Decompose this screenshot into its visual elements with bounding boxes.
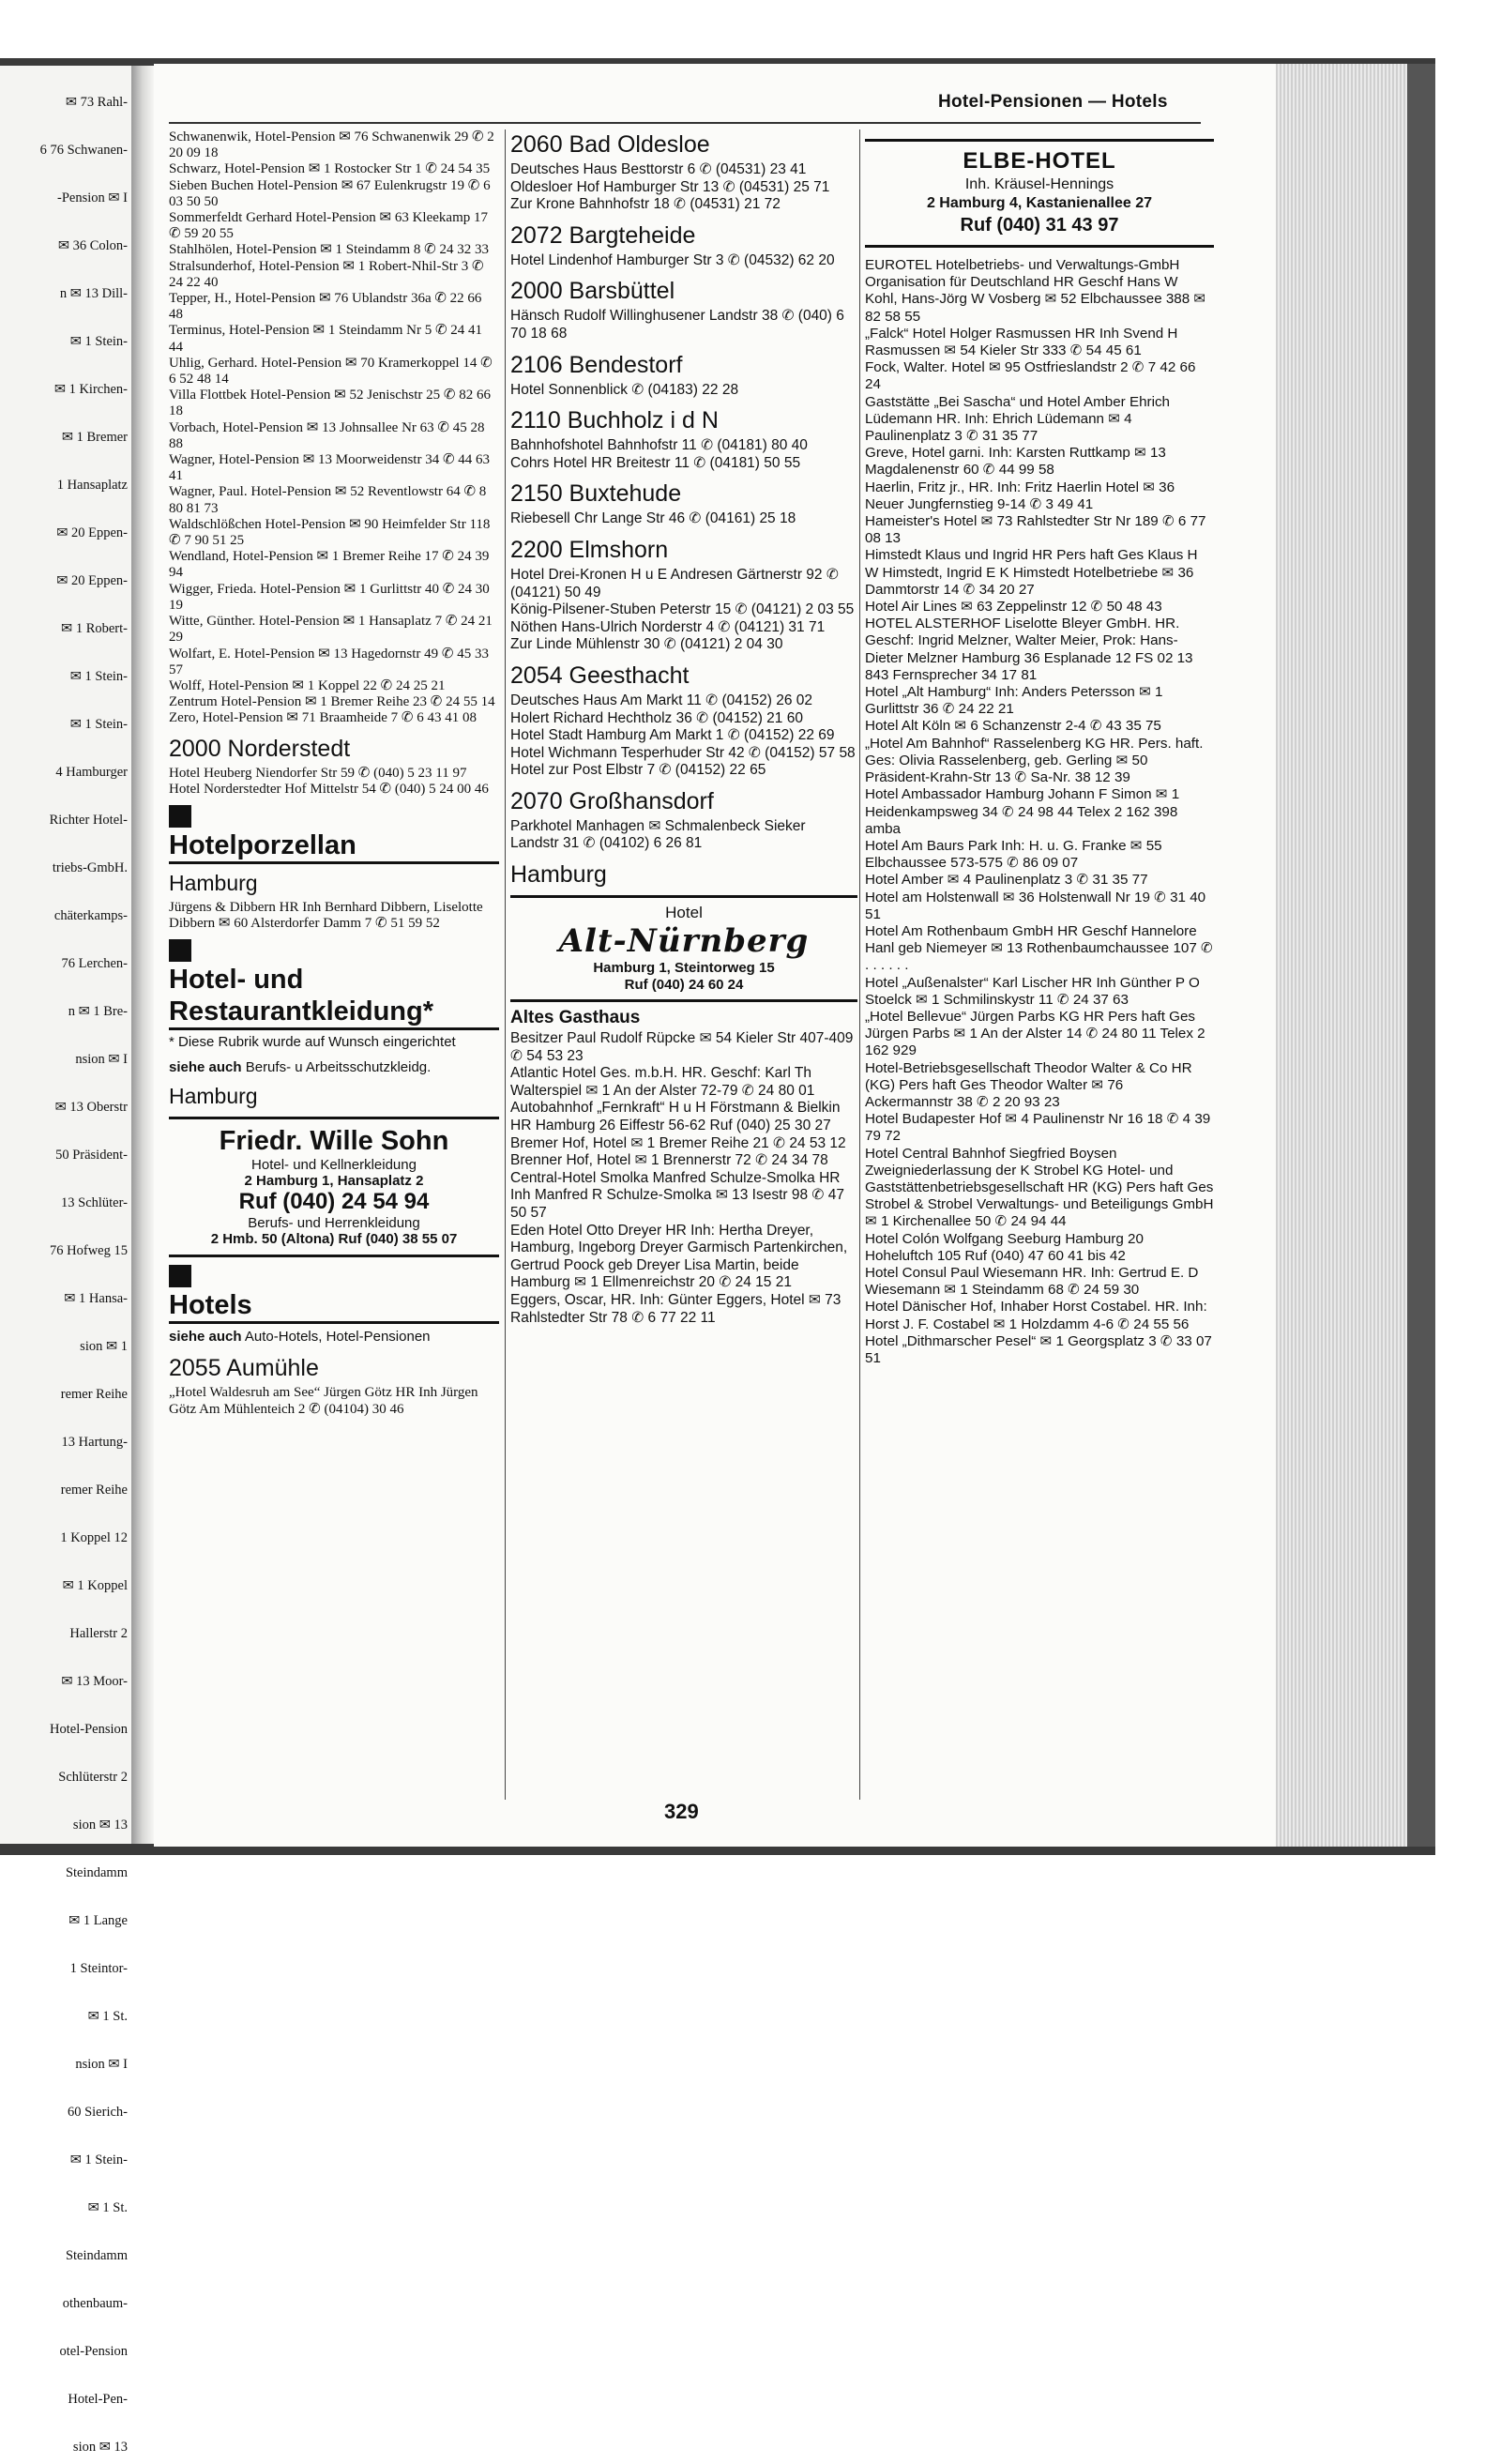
city-heading: 2000 Barsbüttel [510,276,857,306]
listing-entry: Hotel Lindenhof Hamburger Str 3 ✆ (04532) 62 20 [510,252,857,270]
ad-phone: Ruf (040) 24 54 94 [169,1189,499,1215]
aumuehle-list [169,1385,499,1417]
left-page-line: triebs-GmbH. [0,851,131,886]
left-page-line: ✉ 20 Eppen- [0,516,131,551]
listing-entry: Bahnhofshotel Bahnhofstr 11 ✆ (04181) 80 40 [510,437,857,455]
left-page-line: ✉ 1 St. [0,2000,131,2034]
listing-entry: Terminus, Hotel-Pension ✉ 1 Steindamm Nr 5 ✆ 24 41 44 [169,323,499,355]
left-page-line: Richter Hotel- [0,803,131,838]
listing-entry: Hotel Am Baurs Park Inh: H. u. G. Franke ✉ 55 Elbchaussee 573-575 ✆ 86 09 07 [865,838,1214,872]
listing-entry: Zur Krone Bahnhofstr 18 ✆ (04531) 21 72 [510,196,857,214]
section-title-hotels: Hotels [169,1289,499,1324]
left-page-line: 76 Lerchen- [0,947,131,981]
city-heading: Hamburg [169,1081,499,1111]
listing-entry: Nöthen Hans-Ulrich Norderstr 4 ✆ (04121) 31 71 [510,619,857,637]
listing-entry: Stralsunderhof, Hotel-Pension ✉ 1 Robert-Nhil-Str 3 ✆ 24 22 40 [169,259,499,291]
listing-entry: Oldesloer Hof Hamburger Str 13 ✆ (04531) 25 71 [510,179,857,197]
entry-heading: Altes Gasthaus [510,1008,857,1028]
listing-entry: Zero, Hotel-Pension ✉ 71 Braamheide 7 ✆ 6 43 41 08 [169,710,499,726]
listing-entry: Hotel „Dithmarscher Pesel“ ✉ 1 Georgsplatz 3 ✆ 33 07 51 [865,1333,1214,1367]
column-2 [510,129,857,1327]
listing-entry: Wolfart, E. Hotel-Pension ✉ 13 Hagedornstr 49 ✆ 45 33 57 [169,646,499,678]
page-number: 329 [664,1800,699,1824]
left-page-line: sion ✉ 13 [0,1808,131,1843]
section-marker [169,805,191,828]
left-page-line: 6 76 Schwanen- [0,133,131,168]
city-heading: 2054 Geesthacht [510,661,857,691]
city-heading: 2150 Buxtehude [510,479,857,509]
listing-entry: Vorbach, Hotel-Pension ✉ 13 Johnsallee Nr 63 ✆ 45 28 88 [169,420,499,452]
book-cover-edge [1407,64,1435,1847]
ad-name: Alt-Nürnberg [510,922,857,960]
left-page-line: n ✉ 13 Dill- [0,277,131,312]
listing-entry: Hotel Alt Köln ✉ 6 Schanzenstr 2-4 ✆ 43 35 75 [865,718,1214,735]
listing-entry: Hotel Drei-Kronen H u E Andresen Gärtnerstr 92 ✆ (04121) 50 49 [510,567,857,601]
listing-entry: Autobahnhof „Fernkraft“ H u H Förstmann & Bielkin HR Hamburg 26 Eiffestr 56-62 Ruf (040) 25 30 27 [510,1100,857,1134]
left-page-line: 1 Steintor- [0,1952,131,1986]
left-page-line: nsion ✉ I [0,1042,131,1077]
listing-entry: Atlantic Hotel Ges. m.b.H. HR. Geschf: Karl Th Walterspiel ✉ 1 An der Alster 72-79 ✆ 24 80 01 [510,1065,857,1100]
city-heading: 2055 Aumühle [169,1353,499,1383]
section-marker [169,1265,191,1287]
left-page-line: Hallerstr 2 [0,1617,131,1651]
left-page-line: Steindamm [0,1856,131,1891]
left-page-line: ✉ 1 St. [0,2191,131,2226]
column-3 [865,129,1214,1367]
listing-entry: EUROTEL Hotelbetriebs- und Verwaltungs-GmbH Organisation für Deutschland HR Geschf Hans W Kohl, Hans-Jörg W Vosberg ✉ 52 Elbchaussee 388 ✉ 82 58 55 [865,257,1214,326]
left-page-line: chäterkamps- [0,899,131,934]
city-heading: 2000 Norderstedt [169,734,499,764]
city-heading: 2106 Bendestorf [510,350,857,380]
listing-entry: Wagner, Paul. Hotel-Pension ✉ 52 Reventlowstr 64 ✆ 8 80 81 73 [169,484,499,516]
ad-wille-sohn [169,1117,499,1257]
left-page-line: ✉ 1 Hansa- [0,1282,131,1316]
listing-entry: Central-Hotel Smolka Manfred Schulze-Smolka HR Inh Manfred R Schulze-Smolka ✉ 13 Isestr 98 ✆ 47 50 57 [510,1170,857,1223]
section-title-kleidung-1: Hotel- und [169,964,499,996]
see-also-text: Berufs- u Arbeitsschutzkleidg. [246,1059,432,1075]
listing-entry: Hotel-Betriebsgesellschaft Theodor Walter & Co HR (KG) Pers haft Ges Theodor Walter ✉ 76 Ackermannstr 38 ✆ 2 20 93 23 [865,1060,1214,1112]
ad-line: Berufs- und Herrenkleidung [169,1215,499,1231]
listing-entry: Tepper, H., Hotel-Pension ✉ 76 Ublandstr 36a ✆ 22 66 48 [169,291,499,323]
left-page-line: remer Reihe [0,1473,131,1508]
listing-entry: HOTEL ALSTERHOF Liselotte Bleyer GmbH. HR. Geschf: Ingrid Melzner, Walter Meier, Prok: Hans-Dieter Melzner Hamburg 36 Esplanade 12 FS 02 13 843 Fernsprecher 34 17 81 [865,616,1214,684]
listing-entry: Sommerfeldt Gerhard Hotel-Pension ✉ 63 Kleekamp 17 ✆ 59 20 55 [169,210,499,242]
listing-entry: Sieben Buchen Hotel-Pension ✉ 67 Eulenkrugstr 19 ✆ 6 03 50 50 [169,178,499,210]
listing-entry: Hotel Sonnenblick ✆ (04183) 22 28 [510,382,857,400]
ad-phone: Ruf (040) 31 43 97 [865,213,1214,237]
left-page-line: ✉ 1 Lange [0,1904,131,1939]
listing-entry: Besitzer Paul Rudolf Rüpcke ✉ 54 Kieler Str 407-409 ✆ 54 53 23 [510,1030,857,1065]
see-also-text: Auto-Hotels, Hotel-Pensionen [245,1329,431,1345]
city-heading: 2110 Buchholz i d N [510,405,857,435]
listing-entry: „Hotel Am Bahnhof“ Rasselenberg KG HR. Pers. haft. Ges: Olivia Rasselenberg, geb. Gerling ✉ 50 Präsident-Krahn-Str 13 ✆ Sa-Nr. 38 12 39 [865,736,1214,787]
ad-address: 2 Hamburg 4, Kastanienallee 27 [865,194,1214,213]
listing-entry: Hotel Amber ✉ 4 Paulinenplatz 3 ✆ 31 35 77 [865,872,1214,889]
listing-entry: Wagner, Hotel-Pension ✉ 13 Moorweidenstr 34 ✆ 44 63 41 [169,452,499,484]
listing-entry: Hameister's Hotel ✉ 73 Rahlstedter Str Nr 189 ✆ 6 77 08 13 [865,513,1214,547]
listing-entry: Greve, Hotel garni. Inh: Karsten Ruttkamp ✉ 13 Magdalenenstr 60 ✆ 44 99 58 [865,445,1214,479]
left-page-line: 4 Hamburger [0,755,131,790]
left-page-line: ✉ 1 Stein- [0,325,131,359]
left-page-line: ✉ 1 Stein- [0,660,131,694]
left-page-line: remer Reihe [0,1377,131,1412]
city-heading: 2070 Großhansdorf [510,786,857,816]
ad-line: Hotel- und Kellnerkleidung [169,1157,499,1173]
see-also-label: siehe auch [169,1329,242,1345]
listing-entry: Deutsches Haus Besttorstr 6 ✆ (04531) 23 41 [510,161,857,179]
listing-entry: Hotel Stadt Hamburg Am Markt 1 ✆ (04152) 22 69 [510,727,857,745]
left-page-line: nsion ✉ I [0,2047,131,2082]
column-divider [859,129,860,1800]
pension-list [169,129,499,727]
listing-entry: Hotel Dänischer Hof, Inhaber Horst Costabel. HR. Inh: Horst J. F. Costabel ✉ 1 Holzdamm 4-6 ✆ 24 55 56 [865,1299,1214,1332]
left-page-line: ✉ 13 Oberstr [0,1090,131,1125]
listing-entry: Hotel „Außenalster“ Karl Lischer HR Inh Günther P O Stoelck ✉ 1 Schmilinskystr 11 ✆ 24 37 63 [865,975,1214,1009]
town-sections [510,129,857,853]
listing-entry: Bremer Hof, Hotel ✉ 1 Bremer Reihe 21 ✆ 24 53 12 [510,1135,857,1153]
ad-name: ELBE-HOTEL [865,147,1214,175]
listing-entry: Schwarz, Hotel-Pension ✉ 1 Rostocker Str 1 ✆ 24 54 35 [169,161,499,177]
listing-entry: König-Pilsener-Stuben Peterstr 15 ✆ (04121) 2 03 55 [510,601,857,619]
listing-entry: Hotel Ambassador Hamburg Johann F Simon ✉ 1 Heidenkampsweg 34 ✆ 24 98 44 Telex 2 162 398 amba [865,786,1214,838]
listing-entry: Hotel Central Bahnhof Siegfried Boysen Zweigniederlassung der K Strobel KG Hotel- und Gaststättenbetriebsgesellschaft HR (KG) Pers haft Ges Strobel & Strobel Verwaltungs- und Beteiligungs GmbH ✉ 1 Kirchenallee 50 ✆ 24 94 44 [865,1146,1214,1231]
left-page-line: ✉ 73 Rahl- [0,85,131,120]
left-page-line: Hotel-Pen- [0,2382,131,2417]
listing-entry: Witte, Günther. Hotel-Pension ✉ 1 Hansaplatz 7 ✆ 24 21 29 [169,614,499,646]
listing-entry: Eggers, Oscar, HR. Inh: Günter Eggers, Hotel ✉ 73 Rahlstedter Str 78 ✆ 6 77 22 11 [510,1292,857,1327]
left-page-lines [0,66,131,2464]
listing-entry: Hotel Wichmann Tesperhuder Str 42 ✆ (04152) 57 58 [510,745,857,763]
left-page-line: ✉ 1 Stein- [0,2143,131,2178]
left-page-line: sion ✉ 13 [0,2430,131,2464]
listing-entry: Zentrum Hotel-Pension ✉ 1 Bremer Reihe 23 ✆ 24 55 14 [169,694,499,710]
listing-entry: Hotel Consul Paul Wiesemann HR. Inh: Gertrud E. D Wiesemann ✉ 1 Steindamm 68 ✆ 24 59 30 [865,1265,1214,1299]
left-page-line: 50 Präsident- [0,1138,131,1173]
left-page-line: ✉ 13 Moor- [0,1665,131,1699]
left-page-line: -Pension ✉ I [0,181,131,216]
left-page-line: Hotel-Pension [0,1712,131,1747]
listing-entry: Fock, Walter. Hotel ✉ 95 Ostfrieslandstr 2 ✆ 7 42 66 24 [865,359,1214,393]
listing-entry: Deutsches Haus Am Markt 11 ✆ (04152) 26 02 [510,692,857,710]
listing-entry: Hänsch Rudolf Willinghusener Landstr 38 ✆ (040) 6 70 18 68 [510,308,857,342]
left-page-line: othenbaum- [0,2287,131,2321]
listing-entry: Waldschlößchen Hotel-Pension ✉ 90 Heimfelder Str 118 ✆ 7 90 51 25 [169,517,499,549]
left-page-line: 76 Hofweg 15 [0,1234,131,1269]
listing-entry: „Hotel Bellevue“ Jürgen Parbs KG HR Pers haft Ges Jürgen Parbs ✉ 1 An der Alster 14 ✆ 24 80 11 Telex 2 162 929 [865,1009,1214,1060]
see-also-label: siehe auch [169,1059,242,1075]
left-page-line: sion ✉ 1 [0,1330,131,1364]
listing-entry: Hotel Heuberg Niendorfer Str 59 ✆ (040) 5 23 11 97 [169,766,499,782]
ad-name: Friedr. Wille Sohn [169,1125,499,1157]
listing-entry: Jürgens & Dibbern HR Inh Bernhard Dibbern, Liselotte Dibbern ✉ 60 Alsterdorfer Damm 7 ✆ 51 59 52 [169,900,499,932]
left-page-line: ✉ 1 Kirchen- [0,373,131,407]
ad-elbe-hotel [865,139,1214,248]
left-page-line: ✉ 1 Stein- [0,707,131,742]
left-page-line: n ✉ 1 Bre- [0,995,131,1029]
ad-owner: Inh. Kräusel-Hennings [865,175,1214,194]
city-heading: Hamburg [169,868,499,898]
ad-address: Hamburg 1, Steintorweg 15 [510,960,857,977]
listing-entry: Eden Hotel Otto Dreyer HR Inh: Hertha Dreyer, Hamburg, Ingeborg Dreyer Garmisch Partenkirchen, Gertrud Poock geb Dreyer Lisa Martin, beide Hamburg ✉ 1 Ellmenreichstr 20 ✆ 24 15 21 [510,1223,857,1292]
listing-entry: Hotel am Holstenwall ✉ 36 Holstenwall Nr 19 ✆ 31 40 51 [865,890,1214,923]
see-also [169,1328,499,1346]
section-title-kleidung-2: Restaurantkleidung* [169,996,499,1030]
listing-entry: Haerlin, Fritz jr., HR. Inh: Fritz Haerlin Hotel ✉ 36 Neuer Jungfernstieg 9-14 ✆ 3 49 41 [865,479,1214,513]
ad-alt-nuernberg [510,895,857,1002]
listing-entry: Wendland, Hotel-Pension ✉ 1 Bremer Reihe 17 ✆ 24 39 94 [169,549,499,581]
column-1 [169,129,499,1418]
left-page-fragment [0,66,131,1844]
page-header: Hotel-Pensionen — Hotels [938,92,1168,113]
listing-entry: Gaststätte „Bei Sascha“ und Hotel Amber Ehrich Lüdemann HR. Inh: Ehrich Lüdemann ✉ 4 Paulinenplatz 3 ✆ 31 35 77 [865,394,1214,446]
norderstedt-list [169,766,499,798]
left-page-line: ✉ 20 Eppen- [0,564,131,599]
section-title-porzellan: Hotelporzellan [169,829,499,864]
left-page-line: 60 Sierich- [0,2095,131,2130]
listing-entry: Hotel zur Post Elbstr 7 ✆ (04152) 22 65 [510,762,857,780]
section-note: * Diese Rubrik wurde auf Wunsch eingerichtet [169,1034,499,1051]
listing-entry: Cohrs Hotel HR Breitestr 11 ✆ (04181) 50 55 [510,455,857,473]
listing-entry: Hotel Colón Wolfgang Seeburg Hamburg 20 Hoheluftch 105 Ruf (040) 47 60 41 bis 42 [865,1231,1214,1265]
section-marker [169,939,191,962]
hamburg-list [510,1030,857,1327]
left-page-line: 13 Schlüter- [0,1186,131,1221]
listing-entry: Hotel Air Lines ✉ 63 Zeppelinstr 12 ✆ 50 48 43 [865,599,1214,616]
ad-address: 2 Hmb. 50 (Altona) Ruf (040) 38 55 07 [169,1231,499,1247]
listing-entry: Hotel Am Rothenbaum GmbH HR Geschf Hannelore Hanl geb Niemeyer ✉ 13 Rothenbaumchaussee 107 ✆ . . . . . . [865,923,1214,975]
listing-entry: „Falck“ Hotel Holger Rasmussen HR Inh Svend H Rasmussen ✉ 54 Kieler Str 333 ✆ 54 45 61 [865,326,1214,359]
listing-entry: Uhlig, Gerhard. Hotel-Pension ✉ 70 Kramerkoppel 14 ✆ 6 52 48 14 [169,356,499,388]
listing-entry: Brenner Hof, Hotel ✉ 1 Brennerstr 72 ✆ 24 34 78 [510,1152,857,1170]
listing-entry: Hotel „Alt Hamburg“ Inh: Anders Petersson ✉ 1 Gurlittstr 36 ✆ 24 22 21 [865,684,1214,718]
left-page-line: ✉ 36 Colon- [0,229,131,264]
city-heading: 2200 Elmshorn [510,535,857,565]
header-rule [169,122,1201,124]
ad-address: 2 Hamburg 1, Hansaplatz 2 [169,1173,499,1189]
left-page-line: Schlüterstr 2 [0,1760,131,1795]
left-page-line: 1 Koppel 12 [0,1521,131,1556]
left-page-line: 1 Hansaplatz [0,468,131,503]
listing-entry: Schwanenwik, Hotel-Pension ✉ 76 Schwanenwik 29 ✆ 2 20 09 18 [169,129,499,161]
book-gutter [131,66,154,1844]
left-page-line: Steindamm [0,2239,131,2274]
listing-entry: Zur Linde Mühlenstr 30 ✆ (04121) 2 04 30 [510,636,857,654]
listing-entry: Riebesell Chr Lange Str 46 ✆ (04161) 25 18 [510,510,857,528]
listing-entry: Himstedt Klaus und Ingrid HR Pers haft Ges Klaus H W Himstedt, Ingrid E K Himstedt Hotelbetriebe ✉ 36 Dammtorstr 14 ✆ 34 20 27 [865,547,1214,599]
listing-entry: Parkhotel Manhagen ✉ Schmalenbeck Sieker Landstr 31 ✆ (04102) 6 26 81 [510,818,857,853]
ad-phone: Ruf (040) 24 60 24 [510,977,857,994]
listing-entry: Hotel Norderstedter Hof Mittelstr 54 ✆ (040) 5 24 00 46 [169,782,499,798]
listing-entry: Hotel Budapester Hof ✉ 4 Paulinenstr Nr 16 18 ✆ 4 39 79 72 [865,1111,1214,1145]
city-heading: Hamburg [510,859,857,890]
listing-entry: Holert Richard Hechtholz 36 ✆ (04152) 21 60 [510,710,857,728]
column-divider [505,129,506,1800]
left-page-line: ✉ 1 Koppel [0,1569,131,1604]
listing-entry: „Hotel Waldesruh am See“ Jürgen Götz HR Inh Jürgen Götz Am Mühlenteich 2 ✆ (04104) 30 46 [169,1385,499,1417]
hotel-list [865,257,1214,1367]
left-page-line: otel-Pension [0,2335,131,2369]
ad-small: Hotel [510,904,857,922]
city-heading: 2072 Bargteheide [510,221,857,251]
left-page-line: 13 Hartung- [0,1425,131,1460]
city-heading: 2060 Bad Oldesloe [510,129,857,160]
listing-entry: Villa Flottbek Hotel-Pension ✉ 52 Jenischstr 25 ✆ 82 66 18 [169,388,499,419]
listing-entry: Wolff, Hotel-Pension ✉ 1 Koppel 22 ✆ 24 25 21 [169,678,499,694]
left-page-line: ✉ 1 Robert- [0,612,131,646]
see-also [169,1058,499,1077]
listing-entry: Stahlhölen, Hotel-Pension ✉ 1 Steindamm 8 ✆ 24 32 33 [169,242,499,258]
listing-entry: Wigger, Frieda. Hotel-Pension ✉ 1 Gurlittstr 40 ✆ 24 30 19 [169,582,499,614]
porzellan-list [169,900,499,932]
left-page-line: ✉ 1 Bremer [0,420,131,455]
